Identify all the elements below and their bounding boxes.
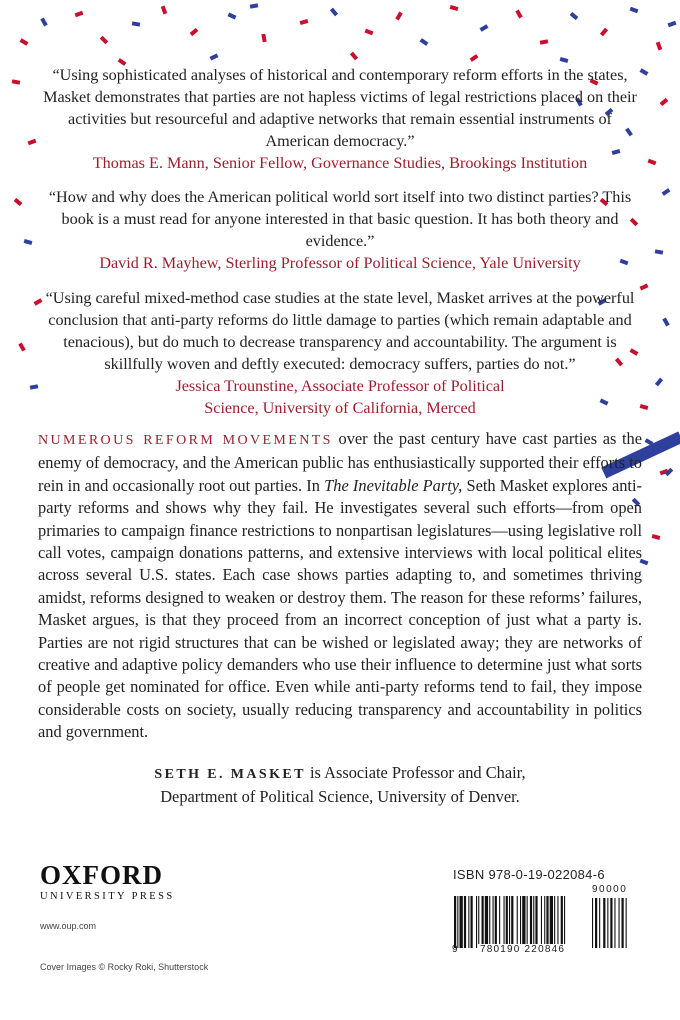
description-part2: Seth Masket explores anti-party reforms and shows why they fail. He investigates several such efforts—from open primaries to campaign finance restrictions to nonpartisan legislatures—using legislative roll call votes, campaign donations patterns, and extensive interviews with local political elites across several U.S. states. Each case shows parties adapting to, and sometimes thriving amidst, reforms designed to weaken or destroy them. The reason for these reforms’ failures, Masket argues, is that they proceed from an incorrect conception of just what a party is. Parties are not rigid structures that can be wished or legislated away; they are networks of creative and adaptive policy demanders who use their influence to determine just what sorts of people get nominated for office. Even while anti-party reforms tend to fail, they impose considerable costs on society, usually reducing transparency and accountability in politics and government. [38, 475, 642, 742]
description-lead: NUMEROUS REFORM MOVEMENTS [38, 433, 333, 448]
confetti-piece [24, 239, 33, 245]
barcode-bar [504, 896, 505, 948]
barcode-addon-bar [619, 898, 620, 948]
confetti-piece [132, 21, 141, 26]
confetti-piece [470, 54, 479, 62]
confetti-piece [40, 18, 47, 27]
barcode-bar [482, 896, 484, 948]
endorsement-trounstine [38, 287, 642, 419]
barcode-bar [554, 896, 555, 948]
book-description [38, 428, 642, 744]
barcode-addon-bar [607, 898, 608, 948]
confetti-piece [655, 378, 663, 387]
confetti-piece [350, 52, 358, 61]
endorsement-text: “Using careful mixed-method case studies at the state level, Masket arrives at the powerful conclusion that anti-party reforms do little damage to parties (which remain adaptable and tenacious), but do much to decrease transparency and accountability. The argument is skillfully woven and deftly executed: democracy suffers, parties do not.” [45, 289, 635, 373]
barcode-addon-bar [626, 898, 627, 948]
barcode-bar [522, 896, 525, 948]
confetti-piece [210, 53, 219, 60]
publisher-subname: UNIVERSITY PRESS [40, 891, 175, 902]
barcode-bar [541, 896, 542, 948]
barcode-bar [530, 896, 532, 948]
author-bio [38, 762, 642, 809]
barcode-bar [485, 896, 488, 948]
publisher-url: www.oup.com [40, 921, 97, 931]
barcode-addon-bar [599, 898, 600, 948]
confetti-piece [652, 534, 661, 540]
confetti-piece [480, 24, 489, 31]
endorsement-attribution-line1: Jessica Trounstine, Associate Professor of Political [175, 377, 505, 395]
confetti-piece [600, 28, 608, 37]
confetti-piece [28, 139, 37, 145]
barcode-addon-bar [622, 898, 624, 948]
confetti-piece [570, 12, 579, 20]
confetti-piece [30, 384, 39, 389]
description-part1: over the past century have cast parties as the enemy of democracy, and the American public has enthusiastically supported their efforts to rein in and occasionally root out parties. In [38, 429, 642, 495]
endorsement-attribution: Thomas E. Mann, Senior Fellow, Governance Studies, Brookings Institution [92, 154, 588, 172]
confetti-piece [228, 12, 237, 19]
publisher-logo [40, 862, 175, 902]
endorsement-attribution: David R. Mayhew, Sterling Professor of Political Science, Yale University [99, 254, 581, 272]
confetti-piece [12, 79, 21, 84]
confetti-piece [250, 3, 259, 8]
publisher-name: OXFORD [40, 860, 163, 890]
barcode-bar [564, 896, 565, 948]
endorsement-text: “How and why does the American political world sort itself into two distinct parties? This book is a must read for anyone interested in that basic question. It has both theory and evidence.” [48, 188, 632, 250]
book-title: The Inevitable Party, [324, 475, 463, 495]
endorsement-text: “Using sophisticated analyses of historical and contemporary reform efforts in the states, Masket demonstrates that parties are not hapless victims of legal restrictions placed on their activities but resourceful and adaptive networks that remain essential instruments of American democracy.” [43, 66, 637, 150]
confetti-piece [395, 12, 402, 21]
confetti-piece [515, 10, 522, 19]
confetti-piece [20, 38, 29, 45]
confetti-piece [540, 39, 549, 44]
barcode-addon-bar [610, 898, 612, 948]
barcode-bar [454, 896, 456, 948]
barcode-bar [517, 896, 518, 948]
barcode-bar [476, 896, 477, 948]
barcode-bar [493, 896, 494, 948]
confetti-piece [330, 8, 338, 17]
confetti-piece [660, 98, 669, 106]
confetti-piece [75, 11, 84, 17]
cover-image-credit: Cover Images © Rocky Roki, Shutterstock [40, 962, 209, 972]
endorsement-mayhew [38, 186, 642, 274]
barcode-bar [478, 896, 479, 948]
author-line2: Department of Political Science, University of Denver. [160, 787, 520, 807]
barcode-addon-bar [603, 898, 605, 948]
confetti-piece [161, 6, 167, 15]
barcode-bar [557, 896, 558, 948]
author-name: SETH E. MASKET [154, 767, 306, 782]
confetti-piece [18, 343, 25, 352]
barcode-bar [520, 896, 521, 948]
barcode-price-code: 90000 [592, 884, 628, 895]
confetti-piece [450, 5, 459, 11]
author-line1: is Associate Professor and Chair, [305, 763, 526, 782]
barcode-addon-bar [614, 898, 615, 948]
barcode-bar [561, 896, 563, 948]
confetti-piece [662, 188, 671, 196]
confetti-piece [190, 28, 199, 36]
isbn-label: ISBN 978-0-19-022084-6 [453, 867, 605, 882]
barcode-bar [495, 896, 497, 948]
barcode-bar [499, 896, 500, 948]
confetti-piece [662, 318, 669, 327]
confetti-piece [100, 36, 108, 44]
barcode-bar [533, 896, 534, 948]
barcode-bar [509, 896, 510, 948]
barcode-bar [457, 896, 458, 948]
confetti-piece [656, 42, 662, 51]
confetti-piece [560, 57, 569, 63]
barcode-lead-digit: 9 [452, 944, 458, 955]
barcode-bar [527, 896, 528, 948]
barcode-bar [544, 896, 545, 948]
confetti-piece [300, 19, 309, 25]
barcode-bar [460, 896, 463, 948]
confetti-piece [648, 159, 657, 165]
barcode-bar [468, 896, 469, 948]
barcode-bar [471, 896, 473, 948]
confetti-piece [420, 38, 429, 46]
barcode-addon-bar [592, 898, 593, 948]
confetti-piece [261, 34, 266, 43]
barcode-bar [550, 896, 553, 948]
barcode-digits: 780190 220846 [480, 944, 566, 955]
barcode-bar [511, 896, 513, 948]
barcode-bar [506, 896, 508, 948]
confetti-piece [655, 249, 664, 254]
endorsement-mann [38, 64, 642, 174]
barcode-bar [535, 896, 537, 948]
barcode-bar [489, 896, 490, 948]
barcode-addon-bar [595, 898, 597, 948]
barcode-bar [546, 896, 548, 948]
barcode-bar [464, 896, 466, 948]
endorsement-attribution-line2: Science, University of California, Merced [204, 399, 476, 417]
confetti-piece [14, 198, 23, 206]
confetti-piece [668, 21, 677, 27]
confetti-piece [365, 29, 374, 35]
confetti-piece [630, 7, 639, 13]
